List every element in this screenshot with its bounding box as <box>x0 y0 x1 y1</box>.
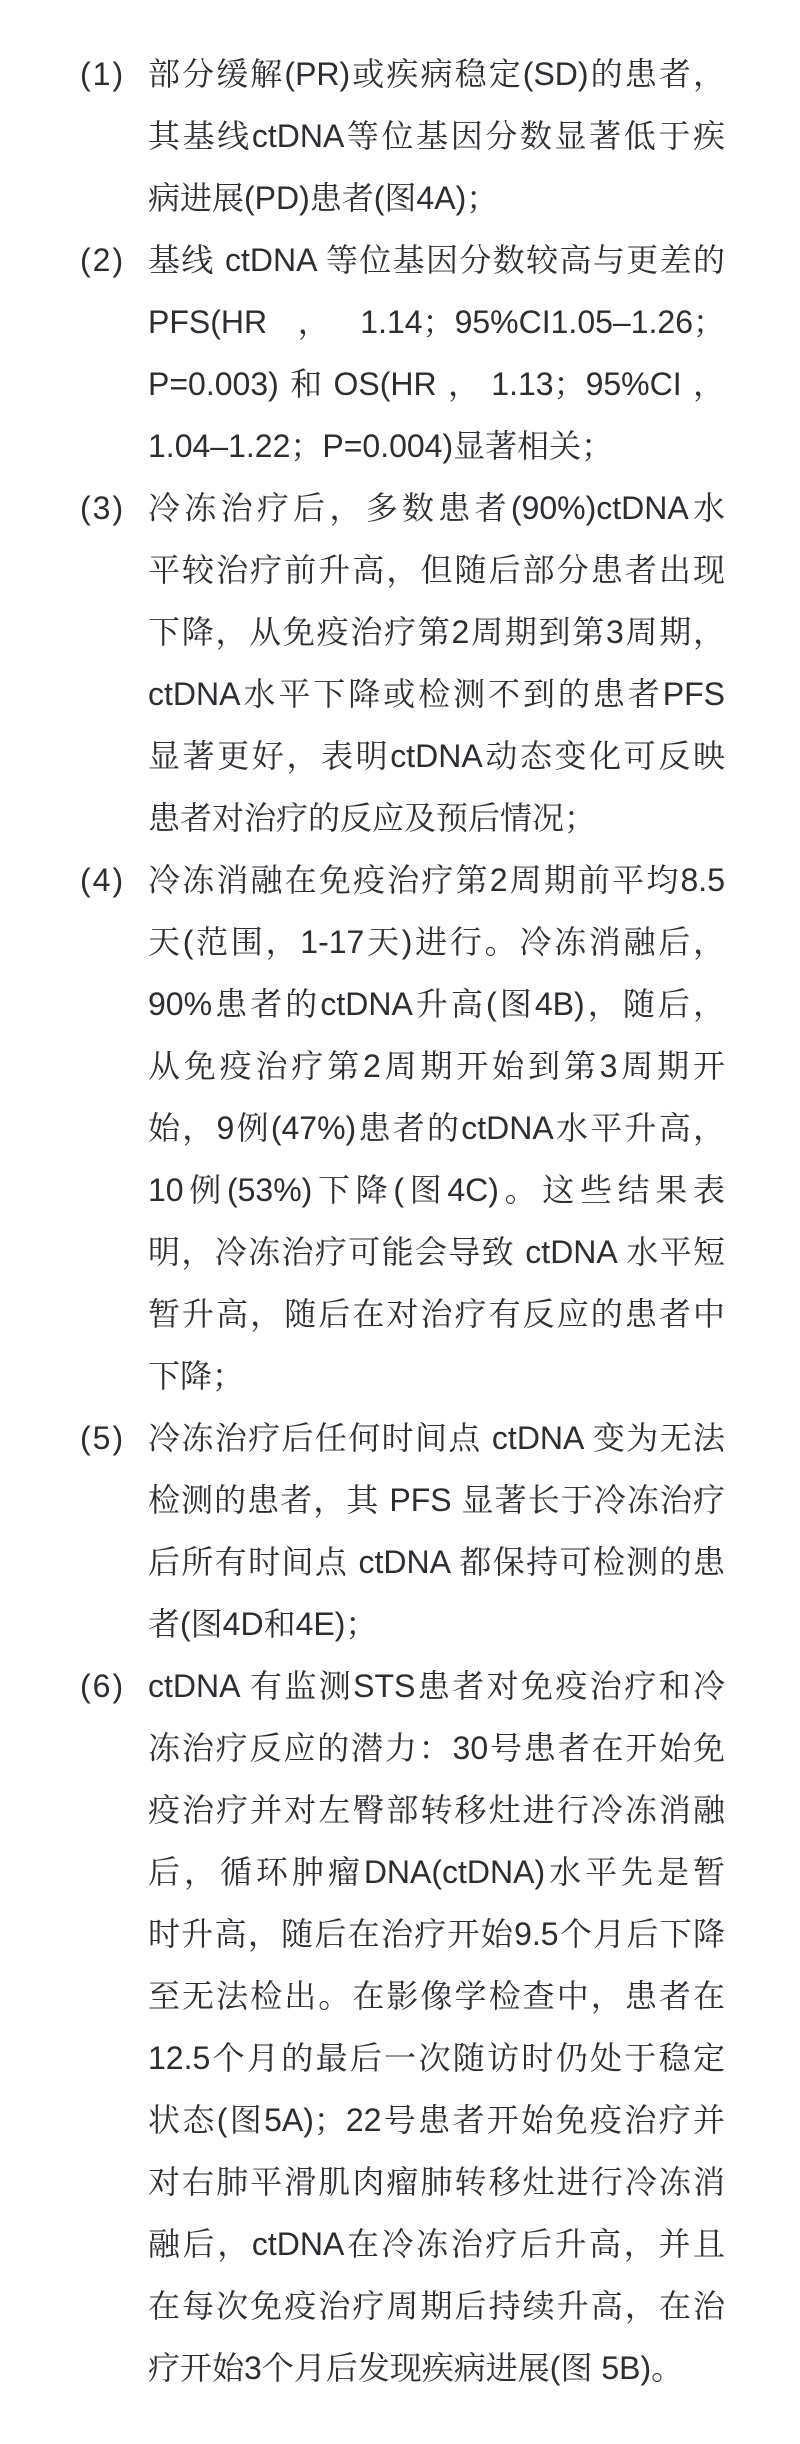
text-line: 下降，从免疫治疗第2周期到第3周期， <box>148 614 725 650</box>
item-lines <box>148 43 725 229</box>
numbered-list <box>80 43 725 2399</box>
item-lines <box>148 1655 725 2399</box>
text-line: 疫治疗并对左臀部转移灶进行冷冻消融 <box>148 1792 725 1828</box>
text-line: 者(图4D和4E)； <box>148 1606 378 1642</box>
text-line: 暂升高，随后在对治疗有反应的患者中 <box>148 1296 725 1332</box>
item-lines <box>148 1407 725 1655</box>
text-line: 始，9例(47%)患者的ctDNA水平升高， <box>148 1110 725 1146</box>
item-number: (6) <box>80 1668 126 1704</box>
text-line: 对右肺平滑肌肉瘤肺转移灶进行冷冻消 <box>148 2164 725 2200</box>
text-line: 冻治疗反应的潜力：30号患者在开始免 <box>148 1730 725 1766</box>
text-line: ctDNA 有监测STS患者对免疫治疗和冷 <box>148 1668 725 1704</box>
list-item <box>80 477 725 849</box>
item-number: (1) <box>80 56 126 92</box>
item-number: (5) <box>80 1420 126 1456</box>
text-line: 冷冻治疗后任何时间点 ctDNA 变为无法 <box>148 1420 725 1456</box>
text-line: 从免疫治疗第2周期开始到第3周期开 <box>148 1048 725 1084</box>
list-item <box>80 43 725 229</box>
list-item <box>80 1407 725 1655</box>
text-line: P=0.003)和OS(HR，1.13；95%CI， <box>148 366 725 402</box>
text-line: PFS(HR，1.14；95%CI1.05–1.26； <box>148 304 725 340</box>
text-line: 状态(图5A)；22号患者开始免疫治疗并 <box>148 2102 725 2138</box>
text-line: 90%患者的ctDNA升高(图4B)，随后， <box>148 986 725 1022</box>
text-line: 基线 ctDNA 等位基因分数较高与更差的 <box>148 242 725 278</box>
text-line: 检测的患者，其 PFS 显著长于冷冻治疗 <box>148 1482 725 1518</box>
text-line: 后，循环肿瘤DNA(ctDNA)水平先是暂 <box>148 1854 725 1890</box>
text-line: 下降； <box>148 1358 245 1394</box>
text-line: 患者对治疗的反应及预后情况； <box>148 800 597 836</box>
text-line: 明，冷冻治疗可能会导致 ctDNA 水平短 <box>148 1234 725 1270</box>
text-line: 12.5个月的最后一次随访时仍处于稳定 <box>148 2040 725 2076</box>
item-number: (2) <box>80 242 126 278</box>
text-line: 平较治疗前升高，但随后部分患者出现 <box>148 552 725 588</box>
text-line: 病进展(PD)患者(图4A)； <box>148 180 499 216</box>
text-line: 1.04–1.22；P=0.004)显著相关； <box>148 428 614 464</box>
text-line: 显著更好，表明ctDNA动态变化可反映 <box>148 738 725 774</box>
item-number: (3) <box>80 490 126 526</box>
item-lines <box>148 229 725 477</box>
list-item <box>80 229 725 477</box>
text-line: 后所有时间点 ctDNA 都保持可检测的患 <box>148 1544 725 1580</box>
text-line: 至无法检出。在影像学检查中，患者在 <box>148 1978 725 2014</box>
text-line: 疗开始3个月后发现疾病进展(图 5B)。 <box>148 2350 684 2386</box>
text-line: 10例(53%)下降(图4C)。这些结果表 <box>148 1172 725 1208</box>
item-number: (4) <box>80 862 126 898</box>
item-lines <box>148 477 725 849</box>
text-line: 部分缓解(PR)或疾病稳定(SD)的患者， <box>148 56 725 92</box>
item-lines <box>148 849 725 1407</box>
text-line: 融后，ctDNA在冷冻治疗后升高，并且 <box>148 2226 725 2262</box>
text-line: 其基线ctDNA等位基因分数显著低于疾 <box>148 118 725 154</box>
list-item <box>80 1655 725 2399</box>
text-line: 冷冻消融在免疫治疗第2周期前平均8.5 <box>148 862 725 898</box>
text-line: 时升高，随后在治疗开始9.5个月后下降 <box>148 1916 725 1952</box>
text-line: 在每次免疫治疗周期后持续升高，在治 <box>148 2288 725 2324</box>
text-line: 天(范围，1-17天)进行。冷冻消融后， <box>148 924 725 960</box>
list-item <box>80 849 725 1407</box>
text-line: ctDNA水平下降或检测不到的患者PFS <box>148 676 725 712</box>
text-line: 冷冻治疗后，多数患者(90%)ctDNA水 <box>148 490 725 526</box>
